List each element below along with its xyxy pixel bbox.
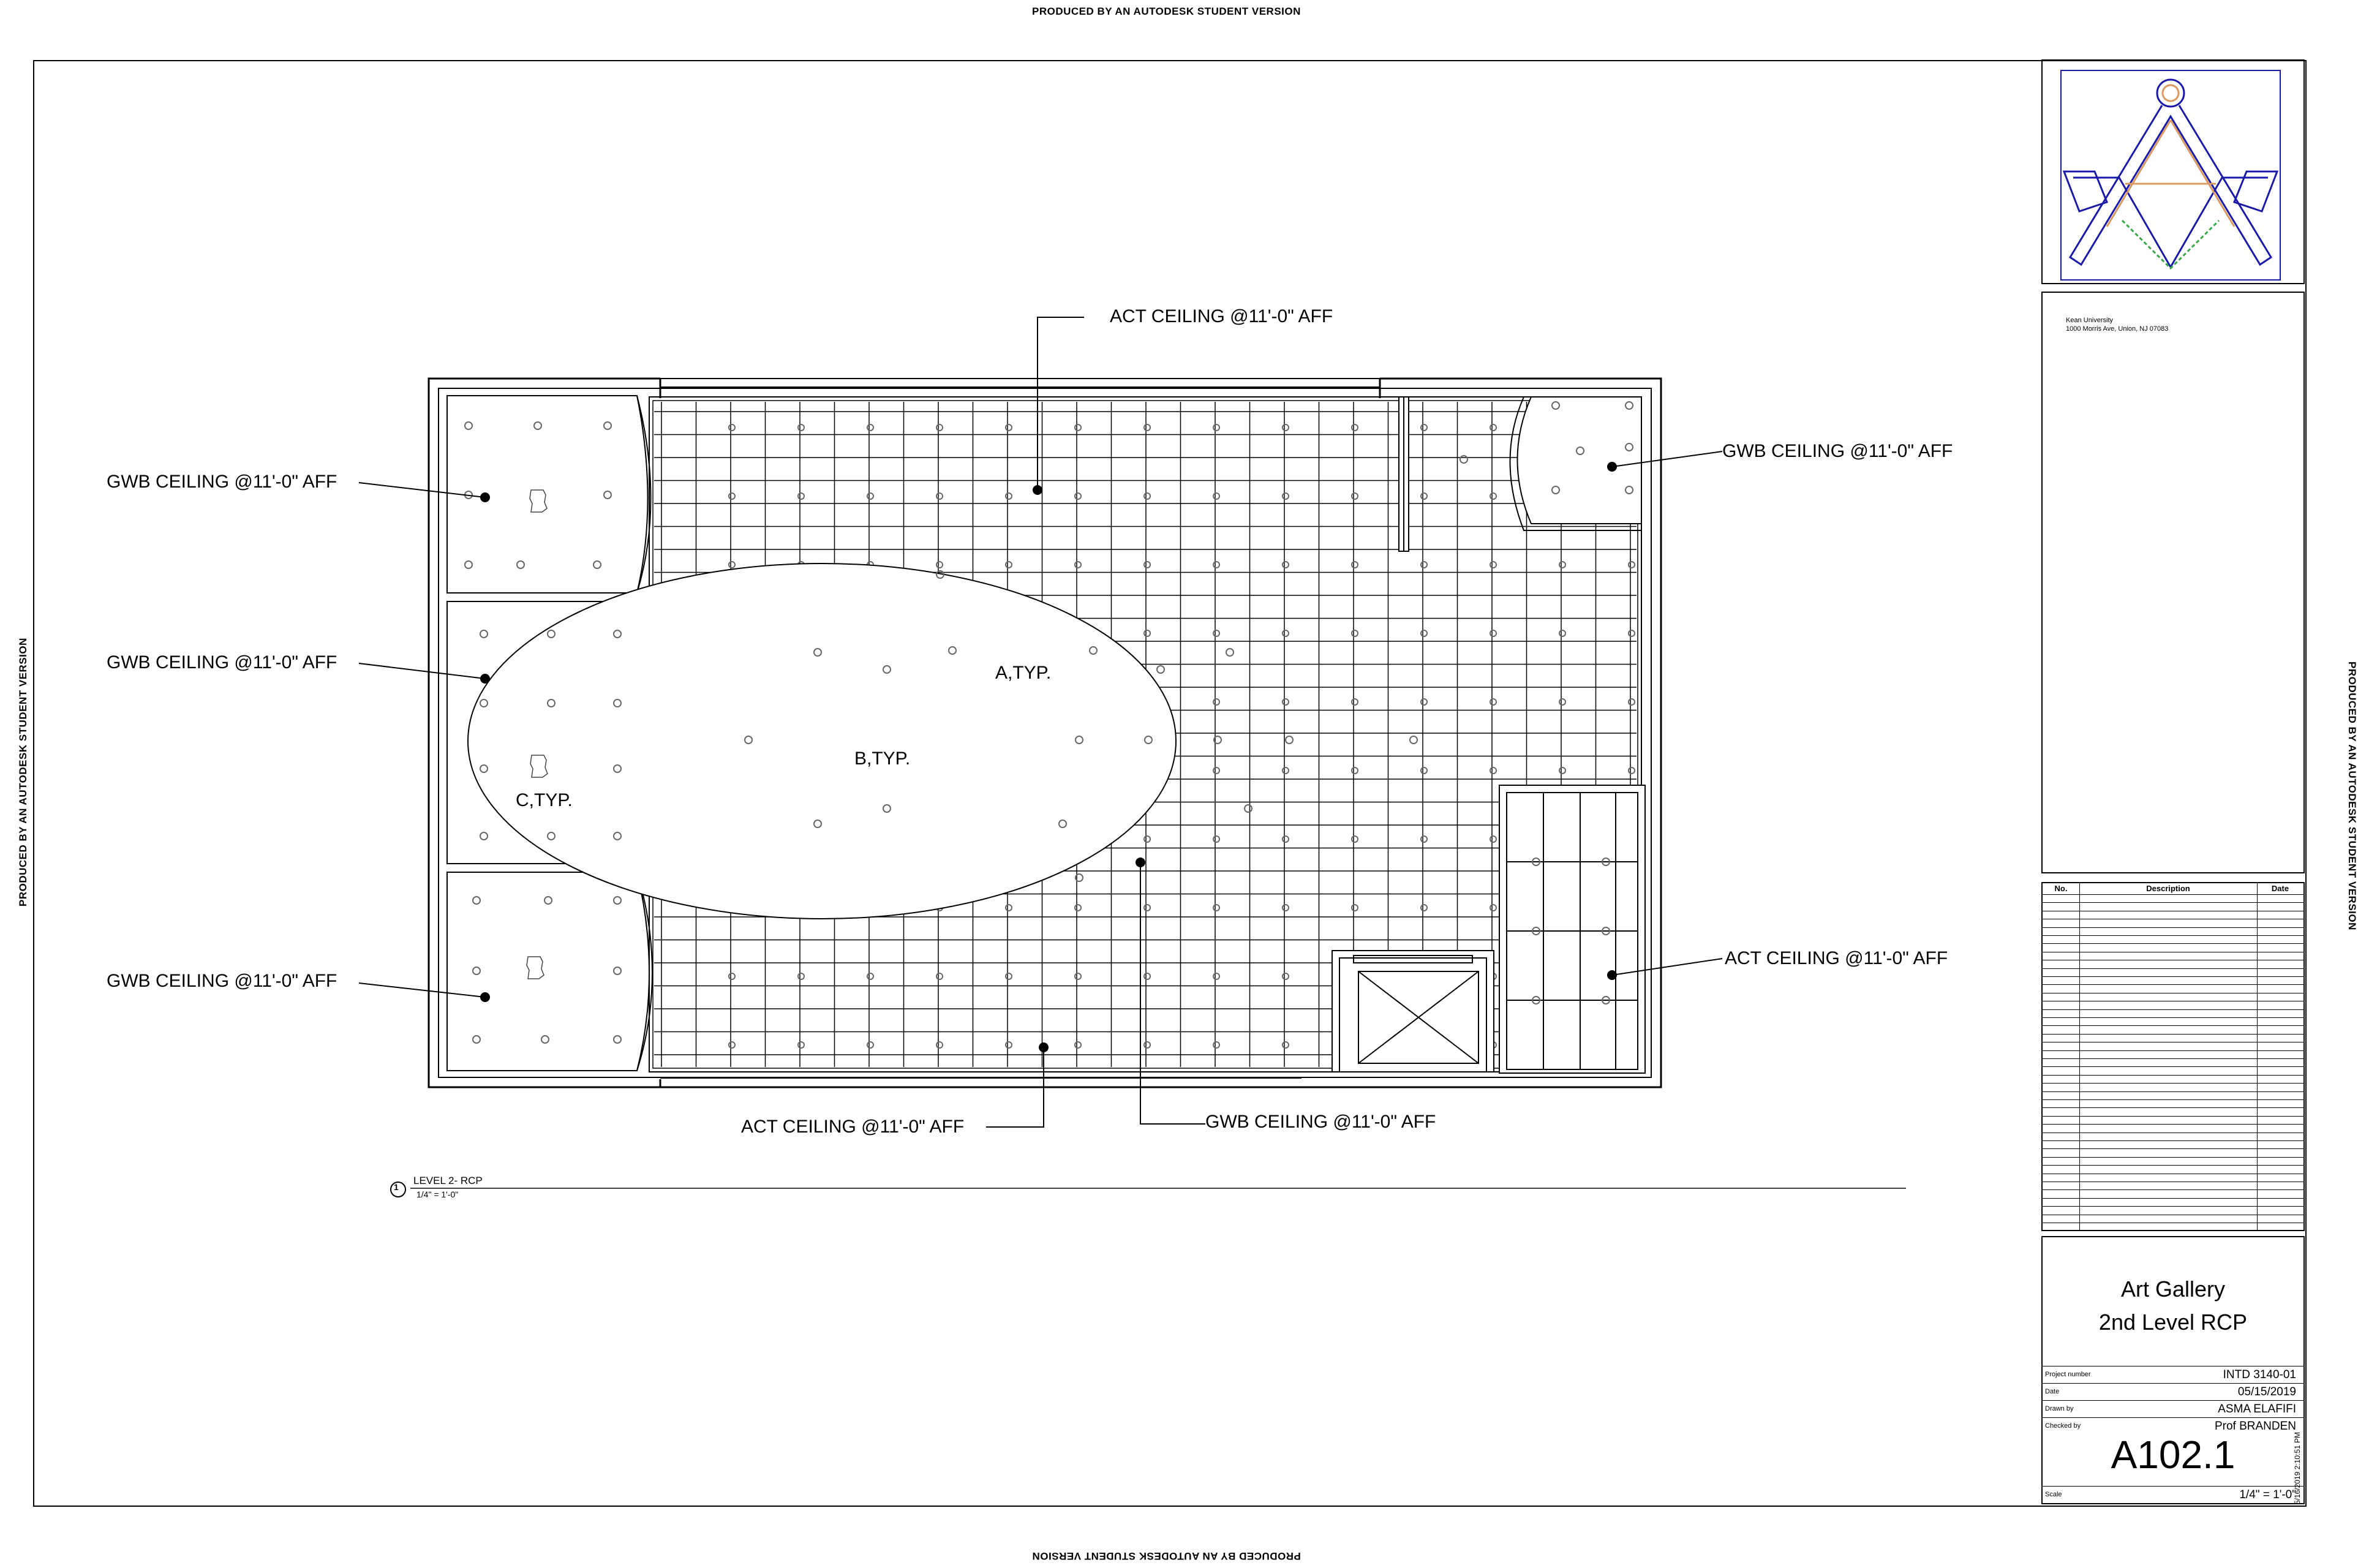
revision-header-date: Date xyxy=(2271,884,2289,893)
revision-row-line xyxy=(2043,1189,2303,1190)
light-fixture xyxy=(1006,905,1012,911)
light-fixture xyxy=(1352,905,1358,911)
light-fixture xyxy=(729,562,735,568)
light-fixture xyxy=(1559,630,1565,636)
revision-row-line xyxy=(2043,1148,2303,1149)
light-fixture xyxy=(798,424,804,431)
leader-dot xyxy=(480,992,490,1002)
light-fixture xyxy=(1352,562,1358,568)
light-fixture xyxy=(1410,736,1417,744)
revision-row-line xyxy=(2043,1099,2303,1100)
light-fixture xyxy=(729,424,735,431)
light-fixture xyxy=(936,493,943,499)
light-fixture xyxy=(1283,905,1289,911)
light-fixture xyxy=(1075,562,1081,568)
light-fixture xyxy=(1213,630,1219,636)
light-fixture xyxy=(1283,699,1289,705)
revision-row-line xyxy=(2043,1075,2303,1076)
watermark-right: PRODUCED BY AN AUTODESK STUDENT VERSION xyxy=(2346,662,2358,930)
light-fixture xyxy=(936,424,943,431)
light-fixture xyxy=(1075,493,1081,499)
revision-row-line xyxy=(2043,1116,2303,1117)
light-fixture xyxy=(1629,562,1635,568)
light-fixture xyxy=(936,562,943,568)
revision-row-line xyxy=(2043,1050,2303,1051)
print-timestamp: 5/16/2019 2:10:51 PM xyxy=(2293,1431,2302,1505)
act-ceiling-label: ACT CEILING @11'-0" AFF xyxy=(741,1117,965,1137)
revision-row-line xyxy=(2043,1058,2303,1059)
light-fixture xyxy=(1006,562,1012,568)
sheet-number: A102.1 xyxy=(2111,1433,2236,1477)
revision-row-line xyxy=(2043,1025,2303,1026)
revision-row-line xyxy=(2043,1083,2303,1084)
revision-row-line xyxy=(2043,935,2303,936)
light-fixture xyxy=(1283,424,1289,431)
revision-row-line xyxy=(2043,968,2303,969)
light-fixture xyxy=(1144,973,1150,979)
light-fixture xyxy=(1352,630,1358,636)
view-number: 1 xyxy=(394,1182,399,1192)
project-title: Art Gallery xyxy=(2120,1276,2226,1302)
tag-a: A,TYP. xyxy=(995,663,1052,683)
light-fixture xyxy=(798,973,804,979)
revision-row-line xyxy=(2043,976,2303,977)
diffuser-icon xyxy=(530,755,548,777)
sheet-title: 2nd Level RCP xyxy=(2098,1310,2248,1335)
leader-line xyxy=(1140,862,1205,1124)
light-fixture xyxy=(1283,493,1289,499)
leader-dot xyxy=(1607,970,1617,980)
revision-row-line xyxy=(2043,984,2303,985)
gwb-panel-upper-right xyxy=(1518,397,1642,524)
light-fixture xyxy=(1629,767,1635,774)
light-fixture xyxy=(1075,1042,1081,1048)
light-fixture xyxy=(1490,562,1496,568)
light-fixture xyxy=(1144,424,1150,431)
light-fixture xyxy=(1213,562,1219,568)
revision-row-line xyxy=(2043,1165,2303,1166)
light-fixture xyxy=(867,493,873,499)
watermark-bottom: PRODUCED BY AN AUTODESK STUDENT VERSION xyxy=(1032,1550,1301,1562)
light-fixture xyxy=(1352,767,1358,774)
elevator-shaft xyxy=(1332,951,1494,1072)
light-fixture xyxy=(1075,973,1081,979)
revision-row-line xyxy=(2043,902,2303,903)
view-name: LEVEL 2- RCP xyxy=(413,1175,483,1186)
light-fixture xyxy=(1144,493,1150,499)
light-fixture xyxy=(1490,699,1496,705)
revision-row-line xyxy=(2043,943,2303,944)
light-fixture xyxy=(729,1042,735,1048)
light-fixture xyxy=(867,973,873,979)
light-fixture xyxy=(1213,767,1219,774)
light-fixture xyxy=(1559,767,1565,774)
light-fixture xyxy=(1006,424,1012,431)
project-number-row: Project number INTD 3140-01 xyxy=(2043,1366,2303,1384)
light-fixture xyxy=(1213,699,1219,705)
light-fixture xyxy=(1213,836,1219,842)
gwb-ceiling-label: GWB CEILING @11'-0" AFF xyxy=(107,472,337,492)
diffuser-icon xyxy=(527,957,544,979)
light-fixture xyxy=(1213,905,1219,911)
light-fixture xyxy=(729,493,735,499)
light-fixture xyxy=(1629,630,1635,636)
light-fixture xyxy=(1286,736,1293,744)
leader-dot xyxy=(1136,858,1145,867)
revision-row-line xyxy=(2043,1017,2303,1018)
revision-header-description: Description xyxy=(2146,884,2190,893)
revision-row-line xyxy=(2043,927,2303,928)
light-fixture xyxy=(1283,630,1289,636)
revision-row-line xyxy=(2043,1107,2303,1108)
tag-b: B,TYP. xyxy=(854,748,911,769)
light-fixture xyxy=(1490,493,1496,499)
light-fixture xyxy=(1352,493,1358,499)
light-fixture xyxy=(798,493,804,499)
light-fixture xyxy=(1352,424,1358,431)
light-fixture xyxy=(1283,1042,1289,1048)
revision-row-line xyxy=(2043,1157,2303,1158)
gwb-oval-ceiling xyxy=(468,564,1176,919)
light-fixture xyxy=(1421,562,1427,568)
checked-by-row: Checked by Prof BRANDEN xyxy=(2043,1417,2303,1435)
scale-row: Scale 1/4" = 1'-0" xyxy=(2043,1486,2303,1504)
light-fixture xyxy=(798,1042,804,1048)
revision-row-line xyxy=(2043,1198,2303,1199)
light-fixture xyxy=(1144,905,1150,911)
light-fixture xyxy=(1421,424,1427,431)
revision-table xyxy=(2041,882,2305,1231)
revision-row-line xyxy=(2043,1091,2303,1092)
light-fixture xyxy=(1075,905,1081,911)
light-fixture xyxy=(1213,424,1219,431)
light-fixture xyxy=(1490,836,1496,842)
drawn-by-row: Drawn by ASMA ELAFIFI xyxy=(2043,1400,2303,1418)
leader-dot xyxy=(1039,1042,1049,1052)
light-fixture xyxy=(1144,1042,1150,1048)
light-fixture xyxy=(1245,805,1252,812)
light-fixture xyxy=(1213,973,1219,979)
light-fixture xyxy=(1629,699,1635,705)
light-fixture xyxy=(1490,424,1496,431)
address-block xyxy=(2066,316,2168,333)
view-scale: 1/4" = 1'-0" xyxy=(416,1189,459,1199)
light-fixture xyxy=(1144,630,1150,636)
revision-row-line xyxy=(2043,1034,2303,1035)
light-fixture xyxy=(1352,699,1358,705)
watermark-top: PRODUCED BY AN AUTODESK STUDENT VERSION xyxy=(1032,6,1301,17)
light-fixture xyxy=(1226,649,1234,656)
light-fixture xyxy=(1283,973,1289,979)
light-fixture xyxy=(936,973,943,979)
light-fixture xyxy=(936,1042,943,1048)
revision-row-line xyxy=(2043,1124,2303,1125)
leader-dot xyxy=(1607,462,1617,472)
leader-dot xyxy=(1033,485,1042,495)
light-fixture xyxy=(1283,562,1289,568)
light-fixture xyxy=(1144,562,1150,568)
light-fixture xyxy=(1006,1042,1012,1048)
light-fixture xyxy=(1421,836,1427,842)
light-fixture xyxy=(1421,699,1427,705)
act-ceiling-label: ACT CEILING @11'-0" AFF xyxy=(1725,948,1948,968)
light-fixture xyxy=(1490,630,1496,636)
light-fixture xyxy=(1213,1042,1219,1048)
light-fixture xyxy=(1421,493,1427,499)
gwb-ceiling-label: GWB CEILING @11'-0" AFF xyxy=(107,971,337,991)
leader-dot xyxy=(480,492,490,502)
light-fixture xyxy=(1283,767,1289,774)
gwb-ceiling-label: GWB CEILING @11'-0" AFF xyxy=(107,652,337,673)
date-row: Date 05/15/2019 xyxy=(2043,1383,2303,1401)
light-fixture xyxy=(1490,767,1496,774)
tag-c: C,TYP. xyxy=(516,790,573,810)
title-block-sheet-info xyxy=(2041,1236,2305,1504)
revision-row-line xyxy=(2043,1206,2303,1207)
light-fixture xyxy=(1075,424,1081,431)
light-fixture xyxy=(867,1042,873,1048)
leader-dot xyxy=(480,674,490,684)
light-fixture xyxy=(1559,699,1565,705)
light-fixture xyxy=(1421,630,1427,636)
title-block-logo xyxy=(2041,59,2305,284)
light-fixture xyxy=(1144,836,1150,842)
light-fixture xyxy=(1421,905,1427,911)
school-address: 1000 Morris Ave, Union, NJ 07083 xyxy=(2066,325,2169,333)
light-fixture xyxy=(729,973,735,979)
revision-row-line xyxy=(2043,1066,2303,1067)
light-fixture xyxy=(1006,493,1012,499)
gwb-ceiling-label: GWB CEILING @11'-0" AFF xyxy=(1722,441,1953,461)
light-fixture xyxy=(867,424,873,431)
act-panel-lower-right xyxy=(1499,785,1645,1073)
revision-row-line xyxy=(2043,1140,2303,1141)
light-fixture xyxy=(1460,456,1467,463)
revision-row-line xyxy=(2043,1009,2303,1010)
light-fixture xyxy=(1352,836,1358,842)
diffuser-icon xyxy=(530,490,547,512)
light-fixture xyxy=(1213,493,1219,499)
gwb-ceiling-label: GWB CEILING @11'-0" AFF xyxy=(1205,1112,1436,1132)
act-ceiling-label: ACT CEILING @11'-0" AFF xyxy=(1110,306,1333,326)
title-block-address xyxy=(2041,292,2305,873)
light-fixture xyxy=(1490,905,1496,911)
gwb-panel-top xyxy=(447,396,648,593)
school-name: Kean University xyxy=(2066,317,2114,324)
watermark-left: PRODUCED BY AN AUTODESK STUDENT VERSION xyxy=(17,638,29,907)
light-fixture xyxy=(1006,973,1012,979)
light-fixture xyxy=(1559,562,1565,568)
revision-row-line xyxy=(2043,894,2303,895)
light-fixture xyxy=(1283,836,1289,842)
light-fixture xyxy=(1421,767,1427,774)
light-fixture xyxy=(1157,666,1164,673)
revision-header-no: No. xyxy=(2054,884,2068,893)
